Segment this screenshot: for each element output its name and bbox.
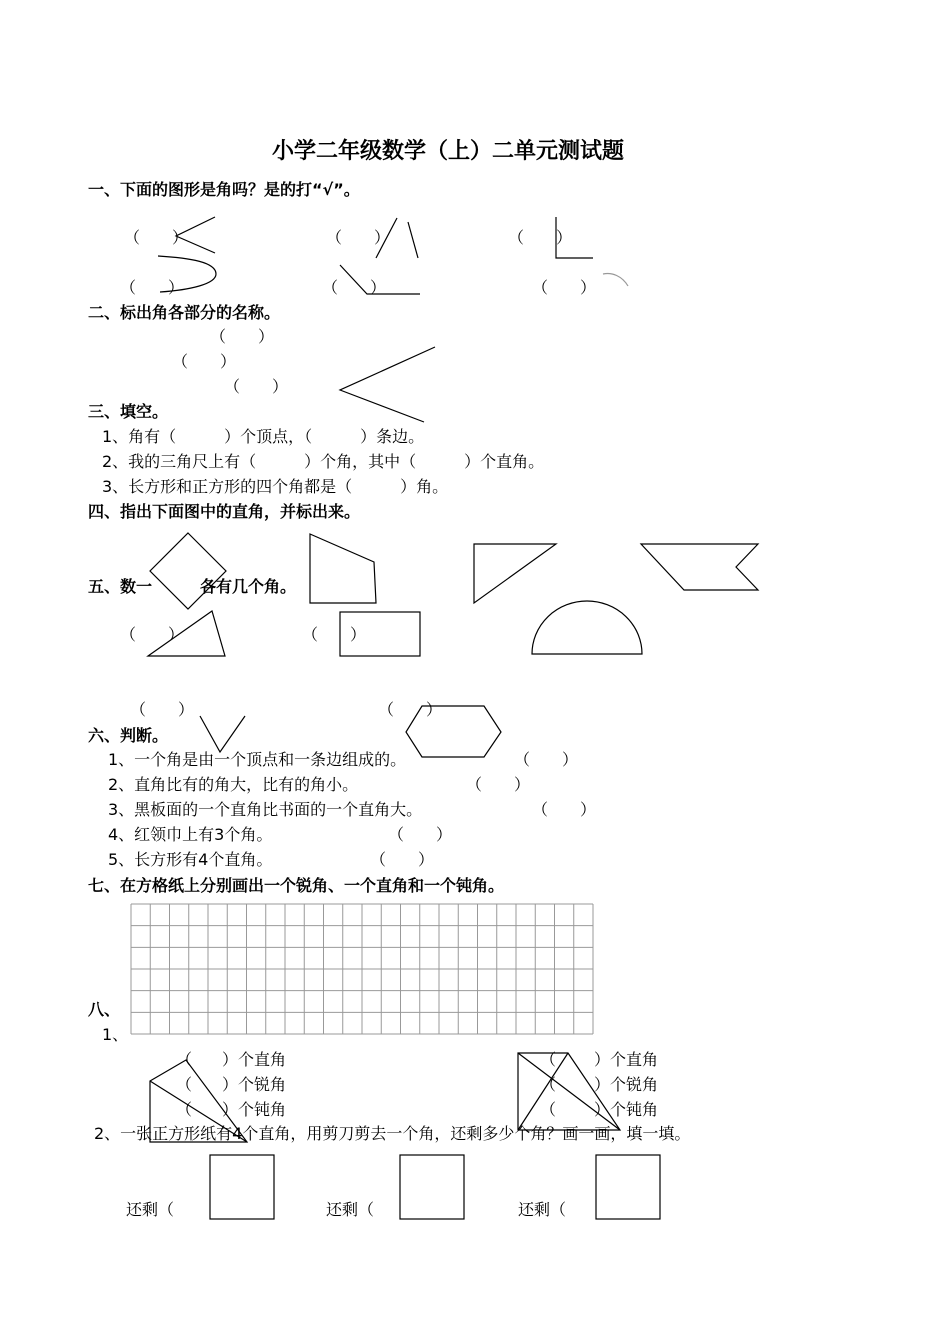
trapezoid-divider	[518, 1053, 620, 1130]
remain-label: 还剩（	[518, 1200, 567, 1219]
answer-blank: （ ）	[130, 700, 195, 719]
judge-item: 2、直角比有的角大，比有的角小。	[108, 775, 359, 794]
right-triangle-figure	[474, 544, 556, 603]
section-6-heading: 六、判断。	[88, 726, 169, 745]
section-2-heading: 二、标出角各部分的名称。	[88, 303, 281, 322]
square-diamond-figure	[150, 533, 226, 609]
remain-label: 还剩（	[126, 1200, 175, 1219]
section-8-heading: 八、	[88, 1000, 121, 1019]
answer-blank: （ ）	[508, 228, 573, 247]
triangle-figure	[148, 611, 225, 656]
count-label: ）个直角	[594, 1050, 659, 1069]
question-number: 1、	[102, 1025, 129, 1044]
section-5-heading: 各有几个角。	[200, 577, 297, 596]
judge-item: 1、一个角是由一个顶点和一条边组成的。	[108, 750, 407, 769]
remain-label: 还剩（	[326, 1200, 375, 1219]
answer-blank: （ ）	[370, 850, 435, 869]
square-figure	[400, 1155, 464, 1219]
count-label: ）个钝角	[222, 1100, 287, 1119]
fill-item: 2、我的三角尺上有（ ）个角，其中（ ）个直角。	[102, 452, 545, 471]
angle-figure	[176, 217, 215, 253]
open-lines-figure	[408, 222, 418, 258]
question-2: 2、一张正方形纸有4个直角，用剪刀剪去一个角，还剩多少个角？画一画，填一填。	[94, 1124, 691, 1143]
answer-blank: （ ）	[322, 278, 387, 297]
count-blank: （	[176, 1075, 193, 1094]
count-blank: （	[540, 1100, 557, 1119]
hexagon-figure	[406, 706, 501, 757]
judge-item: 4、红领巾上有3个角。	[108, 825, 273, 844]
section-3-heading: 三、填空。	[88, 402, 169, 421]
answer-blank: （ ）	[514, 750, 579, 769]
count-label: ）个锐角	[222, 1075, 287, 1094]
count-label: ）个锐角	[594, 1075, 659, 1094]
rectangle-figure	[340, 612, 420, 656]
answer-blank: （ ）	[172, 352, 237, 371]
count-blank: （	[540, 1075, 557, 1094]
section-7-heading: 七、在方格纸上分别画出一个锐角、一个直角和一个钝角。	[88, 876, 505, 895]
triangle-divider	[150, 1081, 247, 1142]
answer-blank: （ ）	[302, 625, 367, 644]
semicircle-figure	[532, 601, 642, 654]
count-blank: （	[540, 1050, 557, 1069]
answer-blank: （ ）	[210, 327, 275, 346]
count-label: ）个钝角	[594, 1100, 659, 1119]
arc-figure	[603, 274, 628, 287]
answer-blank: （ ）	[532, 800, 597, 819]
answer-blank: （ ）	[326, 228, 391, 247]
triangle-composite-figure	[150, 1060, 247, 1142]
answer-blank: （ ）	[532, 278, 597, 297]
count-label: ）个直角	[222, 1050, 287, 1069]
curved-angle-figure	[158, 256, 216, 292]
page-title: 小学二年级数学（上）二单元测试题	[272, 139, 625, 164]
judge-item: 3、黑板面的一个直角比书面的一个直角大。	[108, 800, 423, 819]
fill-item: 3、长方形和正方形的四个角都是（ ）角。	[102, 477, 449, 496]
answer-blank: （ ）	[388, 825, 453, 844]
square-figure	[210, 1155, 274, 1219]
answer-blank: （ ）	[224, 377, 289, 396]
judge-item: 5、长方形有4个直角。	[108, 850, 273, 869]
angle-figure	[340, 347, 435, 422]
count-blank: （	[176, 1100, 193, 1119]
trapezoid-divider	[518, 1053, 568, 1130]
answer-blank: （ ）	[466, 775, 531, 794]
trapezoid-figure	[310, 534, 376, 603]
square-grid	[131, 904, 593, 1034]
section-4-heading: 四、指出下面图中的直角，并标出来。	[88, 502, 361, 521]
flag-figure	[641, 544, 758, 590]
angle-figure	[200, 716, 245, 752]
count-blank: （	[176, 1050, 193, 1069]
answer-blank: （ ）	[120, 278, 185, 297]
section-1-heading: 一、下面的图形是角吗？是的打“√”。	[88, 180, 360, 199]
right-angle-figure	[556, 217, 593, 258]
fill-item: 1、角有（ ）个顶点，（ ）条边。	[102, 427, 425, 446]
square-figure	[596, 1155, 660, 1219]
answer-blank: （ ）	[120, 625, 185, 644]
open-lines-figure	[376, 218, 397, 258]
angle-figure	[340, 265, 420, 294]
answer-blank: （ ）	[378, 700, 443, 719]
section-5-heading: 五、数一	[88, 577, 153, 596]
answer-blank: （ ）	[124, 228, 189, 247]
